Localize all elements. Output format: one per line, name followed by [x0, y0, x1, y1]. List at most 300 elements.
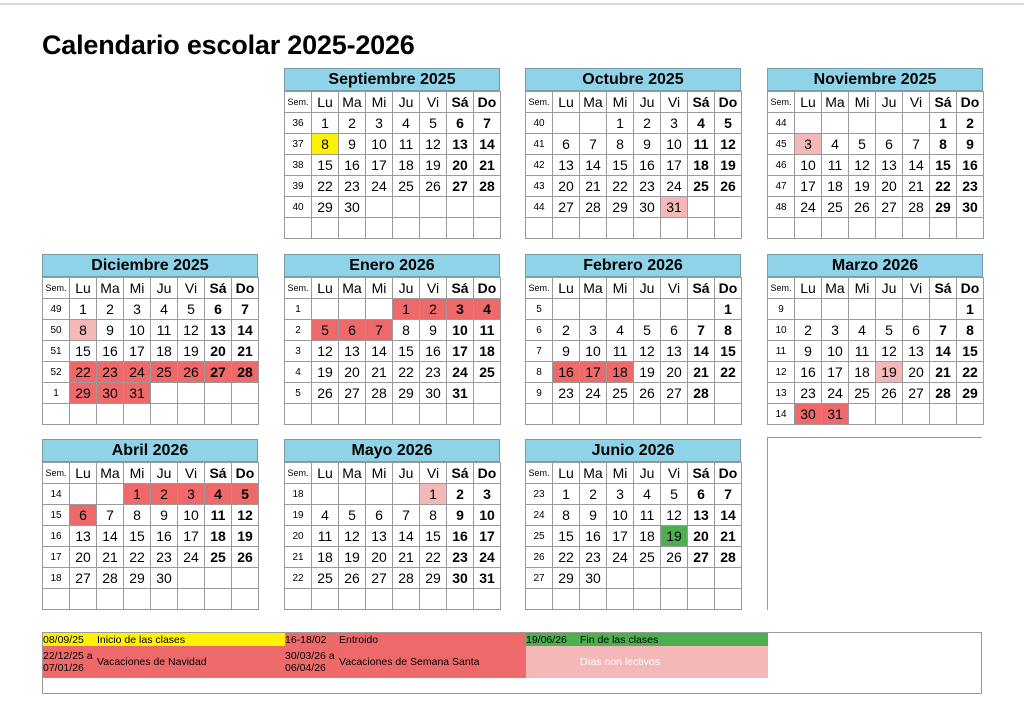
- month-header: Febrero 2026: [525, 254, 741, 277]
- month-grid: [767, 277, 984, 425]
- week-number: 21: [285, 547, 312, 568]
- day-cell: 25: [393, 176, 420, 197]
- day-cell: 5: [339, 505, 366, 526]
- week-row: [526, 568, 742, 589]
- day-cell: 29: [70, 383, 97, 404]
- day-cell: 19: [715, 155, 742, 176]
- day-cell: 5: [849, 134, 876, 155]
- day-cell: 25: [205, 547, 232, 568]
- weekday-header: Ma: [822, 278, 849, 299]
- day-cell: 5: [178, 299, 205, 320]
- day-cell: 16: [151, 526, 178, 547]
- day-cell: [393, 404, 420, 425]
- week-row: [285, 155, 501, 176]
- day-cell: 3: [822, 320, 849, 341]
- day-cell: 1: [930, 113, 957, 134]
- day-cell: [474, 197, 501, 218]
- day-cell: 28: [580, 197, 607, 218]
- week-number: [285, 589, 312, 610]
- week-number: [526, 589, 553, 610]
- week-number: 46: [768, 155, 795, 176]
- day-cell: [312, 404, 339, 425]
- day-cell: 28: [474, 176, 501, 197]
- day-cell: [97, 589, 124, 610]
- day-cell: 20: [447, 155, 474, 176]
- weekday-header-row: [526, 92, 742, 113]
- day-cell: 11: [474, 320, 501, 341]
- day-cell: [957, 218, 984, 239]
- week-number: 42: [526, 155, 553, 176]
- day-cell: 30: [634, 197, 661, 218]
- month-grid: [525, 462, 742, 610]
- weekday-header: Mi: [607, 278, 634, 299]
- day-cell: [661, 299, 688, 320]
- weekday-header-row: [526, 278, 742, 299]
- day-cell: [957, 404, 984, 425]
- weekday-header: Vi: [661, 278, 688, 299]
- day-cell: [715, 197, 742, 218]
- day-cell: 10: [474, 505, 501, 526]
- day-cell: 20: [70, 547, 97, 568]
- day-cell: [903, 404, 930, 425]
- week-row: [285, 320, 501, 341]
- week-number: 48: [768, 197, 795, 218]
- day-cell: 17: [607, 526, 634, 547]
- day-cell: 5: [715, 113, 742, 134]
- day-cell: 7: [715, 484, 742, 505]
- day-cell: [715, 404, 742, 425]
- day-cell: 3: [607, 484, 634, 505]
- day-cell: 28: [232, 362, 259, 383]
- week-number: 5: [526, 299, 553, 320]
- week-row: [526, 155, 742, 176]
- day-cell: 7: [474, 113, 501, 134]
- week-number: 10: [768, 320, 795, 341]
- week-number: 24: [526, 505, 553, 526]
- day-cell: 9: [339, 134, 366, 155]
- legend-santa-date-end: 06/04/26: [285, 662, 326, 674]
- weekday-header: Mi: [607, 463, 634, 484]
- day-cell: 29: [124, 568, 151, 589]
- day-cell: 25: [688, 176, 715, 197]
- week-number: 44: [526, 197, 553, 218]
- weekday-header: Lu: [312, 92, 339, 113]
- day-cell: 11: [151, 320, 178, 341]
- day-cell: 11: [607, 341, 634, 362]
- week-number-header: Sem.: [285, 463, 312, 484]
- legend-santa-text: Vacaciones de Semana Santa: [339, 656, 480, 668]
- day-cell: 31: [661, 197, 688, 218]
- day-cell: [205, 404, 232, 425]
- day-cell: 20: [903, 362, 930, 383]
- week-number: 3: [285, 341, 312, 362]
- weekday-header: Ma: [580, 92, 607, 113]
- day-cell: 5: [634, 320, 661, 341]
- day-cell: 19: [312, 362, 339, 383]
- day-cell: [339, 484, 366, 505]
- week-number: 17: [43, 547, 70, 568]
- day-cell: 16: [97, 341, 124, 362]
- week-number: 6: [526, 320, 553, 341]
- week-row: [526, 218, 742, 239]
- day-cell: 12: [715, 134, 742, 155]
- day-cell: 13: [447, 134, 474, 155]
- day-cell: 23: [97, 362, 124, 383]
- day-cell: 13: [688, 505, 715, 526]
- day-cell: [97, 484, 124, 505]
- week-row: [285, 134, 501, 155]
- day-cell: 2: [447, 484, 474, 505]
- day-cell: [312, 484, 339, 505]
- day-cell: [822, 299, 849, 320]
- day-cell: 13: [70, 526, 97, 547]
- day-cell: [607, 404, 634, 425]
- week-row: [768, 320, 984, 341]
- day-cell: 18: [151, 341, 178, 362]
- day-cell: 1: [420, 484, 447, 505]
- day-cell: 25: [607, 383, 634, 404]
- day-cell: 10: [580, 341, 607, 362]
- day-cell: 12: [232, 505, 259, 526]
- week-row: [768, 134, 984, 155]
- day-cell: [661, 568, 688, 589]
- day-cell: [688, 299, 715, 320]
- day-cell: 22: [393, 362, 420, 383]
- day-cell: 25: [634, 547, 661, 568]
- day-cell: 27: [205, 362, 232, 383]
- day-cell: [205, 568, 232, 589]
- week-row: [768, 218, 984, 239]
- week-row: [285, 218, 501, 239]
- day-cell: 22: [957, 362, 984, 383]
- day-cell: 6: [903, 320, 930, 341]
- day-cell: 9: [553, 341, 580, 362]
- day-cell: 11: [634, 505, 661, 526]
- day-cell: 24: [474, 547, 501, 568]
- day-cell: 11: [393, 134, 420, 155]
- month-march: [767, 254, 983, 426]
- day-cell: [339, 589, 366, 610]
- day-cell: 21: [97, 547, 124, 568]
- weekday-header: Ma: [580, 463, 607, 484]
- day-cell: [447, 404, 474, 425]
- day-cell: 17: [795, 176, 822, 197]
- week-number: [768, 218, 795, 239]
- day-cell: 1: [715, 299, 742, 320]
- day-cell: [876, 404, 903, 425]
- day-cell: [474, 404, 501, 425]
- week-row: [768, 341, 984, 362]
- day-cell: 29: [420, 568, 447, 589]
- day-cell: 17: [447, 341, 474, 362]
- day-cell: [849, 218, 876, 239]
- day-cell: 11: [822, 155, 849, 176]
- week-row: [526, 526, 742, 547]
- day-cell: 6: [553, 134, 580, 155]
- day-cell: [822, 218, 849, 239]
- weekday-header: Do: [957, 92, 984, 113]
- day-cell: 30: [580, 568, 607, 589]
- week-number: 19: [285, 505, 312, 526]
- day-cell: 30: [339, 197, 366, 218]
- day-cell: [339, 299, 366, 320]
- day-cell: 10: [661, 134, 688, 155]
- day-cell: 7: [580, 134, 607, 155]
- week-row: [526, 505, 742, 526]
- day-cell: 14: [97, 526, 124, 547]
- day-cell: 6: [339, 320, 366, 341]
- month-december: [42, 254, 258, 426]
- day-cell: 23: [795, 383, 822, 404]
- weekday-header: Sá: [930, 92, 957, 113]
- day-cell: 19: [339, 547, 366, 568]
- day-cell: 21: [715, 526, 742, 547]
- day-cell: 10: [124, 320, 151, 341]
- day-cell: 4: [312, 505, 339, 526]
- week-row: [285, 589, 501, 610]
- day-cell: [688, 404, 715, 425]
- day-cell: 2: [580, 484, 607, 505]
- day-cell: 21: [474, 155, 501, 176]
- day-cell: 13: [205, 320, 232, 341]
- weekday-header: Lu: [70, 463, 97, 484]
- day-cell: 26: [661, 547, 688, 568]
- day-cell: 25: [474, 362, 501, 383]
- day-cell: [474, 589, 501, 610]
- day-cell: 15: [420, 526, 447, 547]
- day-cell: [151, 404, 178, 425]
- week-number: 9: [768, 299, 795, 320]
- day-cell: [553, 404, 580, 425]
- day-cell: 30: [795, 404, 822, 425]
- week-number-header: Sem.: [526, 278, 553, 299]
- day-cell: 17: [661, 155, 688, 176]
- month-may: [284, 439, 500, 611]
- day-cell: 14: [232, 320, 259, 341]
- day-cell: 21: [393, 547, 420, 568]
- day-cell: [688, 197, 715, 218]
- day-cell: [393, 218, 420, 239]
- day-cell: 4: [688, 113, 715, 134]
- weekday-header: Ma: [822, 92, 849, 113]
- day-cell: 17: [124, 341, 151, 362]
- legend-no-lectivos-text: Días non lectivos: [580, 656, 660, 668]
- weekday-header: Mi: [607, 92, 634, 113]
- day-cell: 5: [232, 484, 259, 505]
- day-cell: [366, 484, 393, 505]
- month-grid: [284, 462, 501, 610]
- day-cell: 16: [447, 526, 474, 547]
- month-november: [767, 68, 983, 240]
- day-cell: [688, 568, 715, 589]
- day-cell: 13: [553, 155, 580, 176]
- day-cell: [715, 589, 742, 610]
- weekday-header: Mi: [366, 463, 393, 484]
- day-cell: 11: [205, 505, 232, 526]
- week-number: 43: [526, 176, 553, 197]
- day-cell: 27: [661, 383, 688, 404]
- day-cell: [366, 404, 393, 425]
- day-cell: 4: [607, 320, 634, 341]
- week-row: [768, 383, 984, 404]
- day-cell: 18: [688, 155, 715, 176]
- week-row: [768, 176, 984, 197]
- day-cell: 31: [474, 568, 501, 589]
- weekday-header: Ju: [393, 463, 420, 484]
- weekday-header-row: [285, 92, 501, 113]
- day-cell: 13: [876, 155, 903, 176]
- day-cell: [580, 113, 607, 134]
- day-cell: 19: [849, 176, 876, 197]
- day-cell: 24: [661, 176, 688, 197]
- day-cell: 16: [634, 155, 661, 176]
- day-cell: [930, 218, 957, 239]
- day-cell: 7: [688, 320, 715, 341]
- week-row: [285, 547, 501, 568]
- day-cell: 28: [688, 383, 715, 404]
- day-cell: 23: [634, 176, 661, 197]
- day-cell: 25: [822, 197, 849, 218]
- day-cell: [634, 568, 661, 589]
- weekday-header: Ma: [339, 463, 366, 484]
- day-cell: 3: [661, 113, 688, 134]
- week-number-header: Sem.: [43, 463, 70, 484]
- day-cell: 21: [366, 362, 393, 383]
- day-cell: 13: [339, 341, 366, 362]
- day-cell: 13: [366, 526, 393, 547]
- day-cell: 20: [688, 526, 715, 547]
- day-cell: 22: [607, 176, 634, 197]
- day-cell: [634, 404, 661, 425]
- week-row: [526, 547, 742, 568]
- day-cell: 17: [822, 362, 849, 383]
- day-cell: [607, 299, 634, 320]
- day-cell: 27: [447, 176, 474, 197]
- week-number: 26: [526, 547, 553, 568]
- week-row: [526, 176, 742, 197]
- week-row: [285, 568, 501, 589]
- day-cell: 19: [634, 362, 661, 383]
- day-cell: [903, 113, 930, 134]
- day-cell: 1: [70, 299, 97, 320]
- weekday-header: Sá: [447, 463, 474, 484]
- day-cell: 26: [634, 383, 661, 404]
- day-cell: [849, 404, 876, 425]
- day-cell: 30: [447, 568, 474, 589]
- weekday-header: Vi: [178, 278, 205, 299]
- day-cell: [580, 218, 607, 239]
- day-cell: 12: [634, 341, 661, 362]
- month-grid: [42, 462, 259, 610]
- weekday-header: Lu: [312, 463, 339, 484]
- day-cell: [124, 589, 151, 610]
- day-cell: [634, 589, 661, 610]
- day-cell: 27: [70, 568, 97, 589]
- day-cell: [178, 589, 205, 610]
- day-cell: [420, 197, 447, 218]
- week-row: [768, 362, 984, 383]
- week-row: [43, 547, 259, 568]
- weekday-header: Do: [232, 463, 259, 484]
- week-number-header: Sem.: [285, 278, 312, 299]
- day-cell: 2: [420, 299, 447, 320]
- week-number: 40: [285, 197, 312, 218]
- legend: [42, 632, 982, 694]
- legend-navidad-text: Vacaciones de Navidad: [97, 656, 207, 668]
- day-cell: 21: [903, 176, 930, 197]
- day-cell: [688, 218, 715, 239]
- weekday-header: Ju: [393, 278, 420, 299]
- day-cell: 19: [420, 155, 447, 176]
- day-cell: 25: [849, 383, 876, 404]
- day-cell: 22: [715, 362, 742, 383]
- day-cell: 28: [393, 568, 420, 589]
- week-number: 38: [285, 155, 312, 176]
- month-february: [525, 254, 741, 426]
- day-cell: [366, 197, 393, 218]
- day-cell: 8: [715, 320, 742, 341]
- weekday-header: Ma: [339, 92, 366, 113]
- day-cell: [580, 589, 607, 610]
- week-row: [526, 113, 742, 134]
- day-cell: [97, 404, 124, 425]
- day-cell: 1: [312, 113, 339, 134]
- day-cell: [393, 589, 420, 610]
- day-cell: 24: [795, 197, 822, 218]
- day-cell: 8: [957, 320, 984, 341]
- day-cell: 22: [420, 547, 447, 568]
- week-row: [43, 589, 259, 610]
- day-cell: 20: [205, 341, 232, 362]
- weekday-header: Sá: [688, 463, 715, 484]
- week-row: [285, 484, 501, 505]
- week-number: 23: [526, 484, 553, 505]
- week-number: [526, 404, 553, 425]
- day-cell: 10: [447, 320, 474, 341]
- month-grid: [767, 91, 984, 239]
- weekday-header: Do: [474, 278, 501, 299]
- week-number: 36: [285, 113, 312, 134]
- day-cell: [232, 383, 259, 404]
- day-cell: 15: [957, 341, 984, 362]
- weekday-header: Do: [715, 278, 742, 299]
- day-cell: 15: [715, 341, 742, 362]
- day-cell: 16: [795, 362, 822, 383]
- top-border-line: [0, 3, 1024, 5]
- day-cell: 2: [957, 113, 984, 134]
- weekday-header: Vi: [420, 278, 447, 299]
- day-cell: 3: [795, 134, 822, 155]
- month-header: Diciembre 2025: [42, 254, 258, 277]
- weekday-header: Do: [957, 278, 984, 299]
- day-cell: 23: [580, 547, 607, 568]
- day-cell: 27: [903, 383, 930, 404]
- month-header: Abril 2026: [42, 439, 258, 462]
- day-cell: 15: [553, 526, 580, 547]
- day-cell: 24: [447, 362, 474, 383]
- day-cell: 19: [661, 526, 688, 547]
- day-cell: 27: [876, 197, 903, 218]
- weekday-header: Ju: [634, 278, 661, 299]
- day-cell: 21: [232, 341, 259, 362]
- day-cell: 27: [366, 568, 393, 589]
- day-cell: 5: [661, 484, 688, 505]
- day-cell: [634, 299, 661, 320]
- week-number: 50: [43, 320, 70, 341]
- day-cell: 11: [312, 526, 339, 547]
- week-row: [526, 404, 742, 425]
- day-cell: [312, 218, 339, 239]
